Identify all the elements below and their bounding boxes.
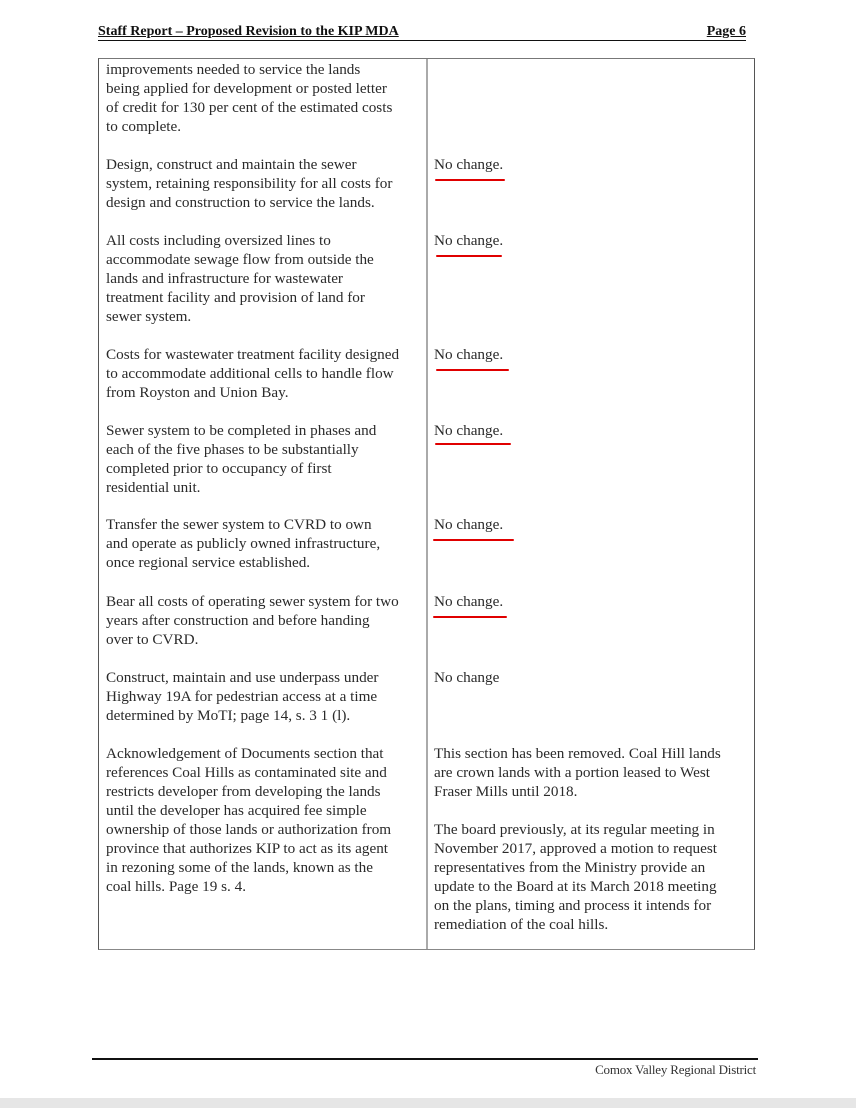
red-underline-annotation	[435, 179, 505, 181]
row-7-left	[106, 668, 378, 725]
row-2-right	[434, 231, 503, 250]
text-line: system, retaining responsibility for all costs for	[106, 175, 393, 192]
text-line: residential unit.	[106, 479, 201, 496]
text-line: sewer system.	[106, 308, 192, 325]
page-number: Page 6	[706, 24, 746, 39]
row-0-left	[106, 60, 392, 136]
paragraph-gap	[434, 801, 721, 820]
text-line: restricts developer from developing the lands	[106, 783, 381, 800]
row-8-left	[106, 744, 391, 896]
no-change-text: No change.	[434, 232, 504, 249]
text-line: years after construction and before handing	[106, 612, 370, 629]
text-line: Transfer the sewer system to CVRD to own	[106, 516, 372, 533]
column-divider	[426, 59, 428, 949]
row-1-left	[106, 155, 392, 212]
text-line: of credit for 130 per cent of the estimated costs	[106, 99, 393, 116]
no-change-text: No change.	[434, 593, 504, 610]
text-line: references Coal Hills as contaminated site and	[106, 764, 387, 781]
text-line: being applied for development or posted letter	[106, 80, 387, 97]
text-line: province that authorizes KIP to act as its agent	[106, 840, 389, 857]
row-4-left	[106, 421, 376, 497]
text-line: ownership of those lands or authorization from	[106, 821, 392, 838]
no-change-text: No change.	[434, 516, 504, 533]
text-line: Bear all costs of operating sewer system for two	[106, 593, 399, 610]
row-3-left	[106, 345, 399, 402]
text-line: design and construction to service the lands.	[106, 194, 375, 211]
text-line: and operate as publicly owned infrastructure,	[106, 535, 381, 552]
text-line: Highway 19A for pedestrian access at a time	[106, 688, 378, 705]
text-line: remediation of the coal hills.	[434, 916, 609, 933]
text-line: are crown lands with a portion leased to West	[434, 764, 711, 781]
text-line: from Royston and Union Bay.	[106, 384, 289, 401]
text-line: coal hills. Page 19 s. 4.	[106, 878, 247, 895]
text-line: update to the Board at its March 2018 meeting	[434, 878, 717, 895]
row-2-left	[106, 231, 374, 326]
text-line: November 2017, approved a motion to request	[434, 840, 718, 857]
row-6-right	[434, 592, 503, 611]
row-3-right	[434, 345, 503, 364]
text-line: to complete.	[106, 118, 182, 135]
row-4-right	[434, 421, 503, 440]
red-underline-annotation	[433, 539, 514, 541]
text-line: over to CVRD.	[106, 631, 199, 648]
text-line: Fraser Mills until 2018.	[434, 783, 578, 800]
footer-rule	[92, 1058, 758, 1060]
text-line: representatives from the Ministry provide an	[434, 859, 706, 876]
page-header	[98, 24, 746, 41]
page-bottom-edge	[0, 1098, 856, 1108]
text-line: Sewer system to be completed in phases and	[106, 422, 377, 439]
text-line: The board previously, at its regular meeting in	[434, 821, 715, 838]
text-line: in rezoning some of the lands, known as the	[106, 859, 373, 876]
text-line: Acknowledgement of Documents section that	[106, 745, 384, 762]
red-underline-annotation	[433, 616, 507, 618]
text-line: Costs for wastewater treatment facility designed	[106, 346, 400, 363]
no-change-text: No change.	[434, 422, 504, 439]
text-line: All costs including oversized lines to	[106, 232, 331, 249]
text-line: improvements needed to service the lands	[106, 61, 361, 78]
no-change-text: No change.	[434, 346, 504, 363]
text-line: until the developer has acquired fee simple	[106, 802, 367, 819]
red-underline-annotation	[436, 255, 502, 257]
row-1-right	[434, 155, 503, 174]
text-line: treatment facility and provision of land for	[106, 289, 365, 306]
text-line: completed prior to occupancy of first	[106, 460, 332, 477]
text-line: accommodate sewage flow from outside the	[106, 251, 374, 268]
text-line: to accommodate additional cells to handle flow	[106, 365, 394, 382]
text-line: Construct, maintain and use underpass under	[106, 669, 379, 686]
revision-table	[98, 58, 755, 950]
report-title: Staff Report – Proposed Revision to the KIP MDA	[98, 24, 399, 39]
red-underline-annotation	[435, 443, 511, 445]
row-7-right	[434, 668, 499, 687]
red-underline-annotation	[436, 369, 509, 371]
text-line: on the plans, timing and process it intends for	[434, 897, 712, 914]
row-8-right	[434, 744, 721, 934]
text-line: once regional service established.	[106, 554, 311, 571]
no-change-text: No change	[434, 669, 500, 686]
row-5-right	[434, 515, 503, 534]
text-line: each of the five phases to be substantially	[106, 441, 359, 458]
text-line: Design, construct and maintain the sewer	[106, 156, 357, 173]
no-change-text: No change.	[434, 156, 504, 173]
row-5-left	[106, 515, 380, 572]
row-6-left	[106, 592, 399, 649]
footer-organization: Comox Valley Regional District	[595, 1062, 756, 1077]
text-line: This section has been removed. Coal Hill lands	[434, 745, 721, 762]
text-line: lands and infrastructure for wastewater	[106, 270, 343, 287]
text-line: determined by MoTI; page 14, s. 3 1 (l).	[106, 707, 351, 724]
